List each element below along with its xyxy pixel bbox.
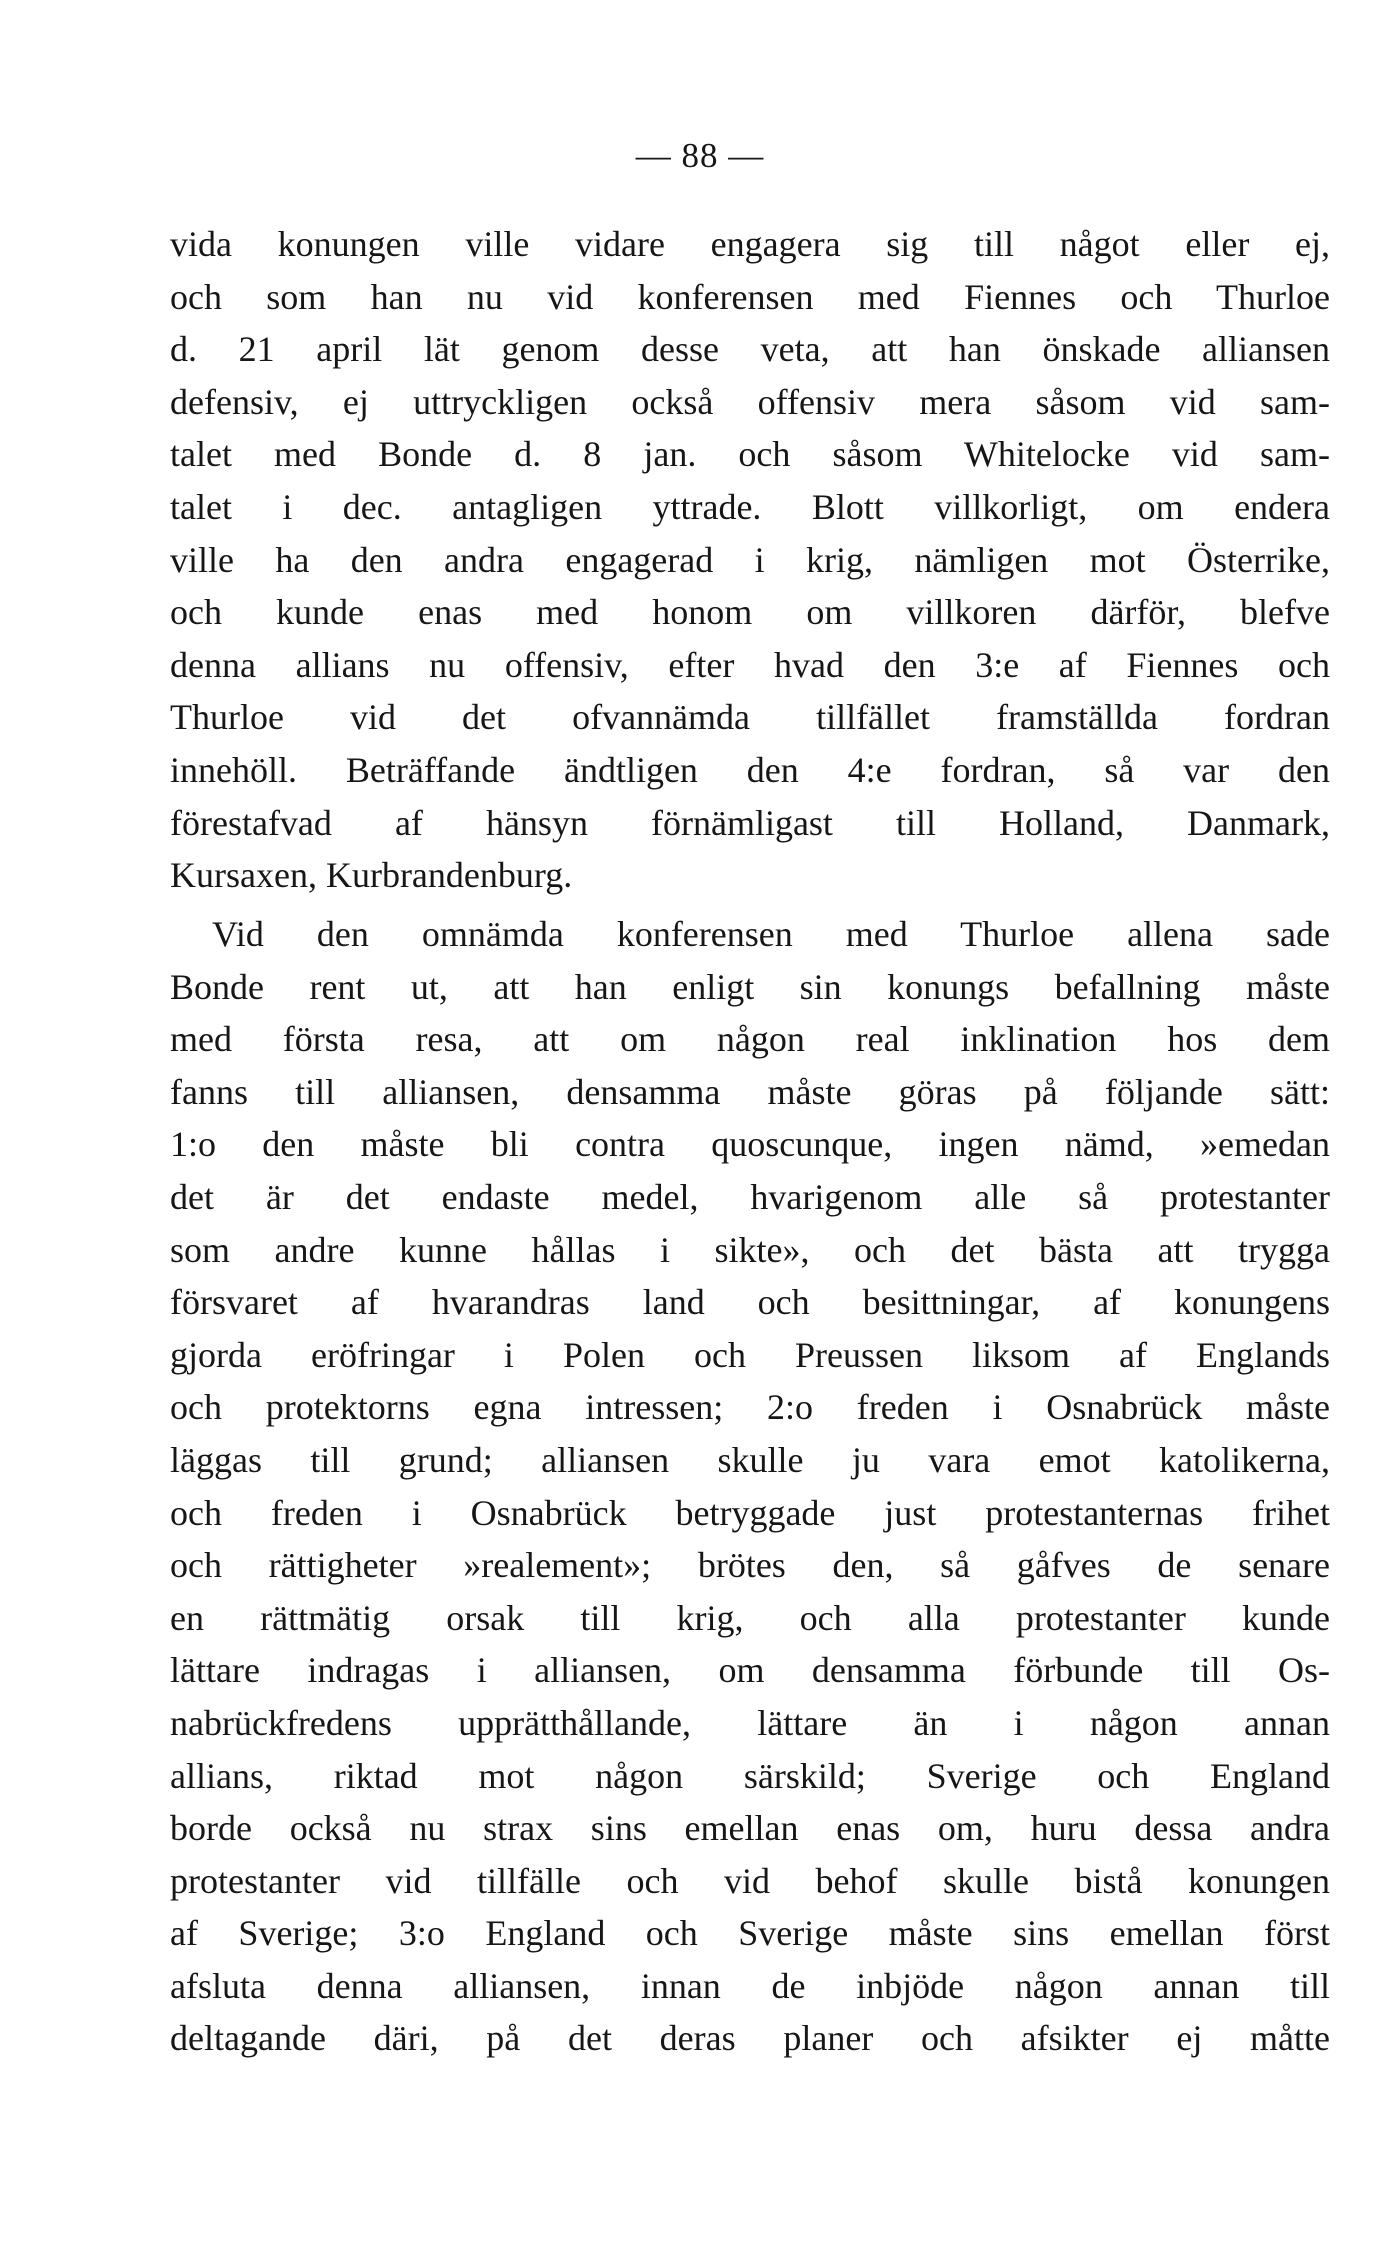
text-line: och som han nu vid konferensen med Fiennes och Thurloe (170, 276, 1330, 317)
text-line: och protektorns egna intressen; 2:o freden i Osnabrück måste (170, 1387, 1330, 1428)
text-line: lättare indragas i alliansen, om densamma förbunde till Os- (170, 1650, 1330, 1691)
text-line: 1:o den måste bli contra quoscunque, ingen nämd, »emedan (170, 1124, 1330, 1165)
paragraph-2 (170, 908, 1330, 2065)
text-line: Thurloe vid det ofvannämda tillfället framställda fordran (170, 697, 1330, 738)
text-line: en rättmätig orsak till krig, och alla protestanter kunde (170, 1597, 1330, 1638)
text-line: det är det endaste medel, hvarigenom alle så protestanter (170, 1176, 1330, 1217)
text-line: gjorda eröfringar i Polen och Preussen liksom af Englands (170, 1334, 1330, 1375)
text-line: och freden i Osnabrück betryggade just protestanternas frihet (170, 1492, 1330, 1533)
text-line: af Sverige; 3:o England och Sverige måste sins emellan först (170, 1913, 1330, 1954)
text-line: och kunde enas med honom om villkoren därför, blefve (170, 592, 1330, 633)
text-line: innehöll. Beträffande ändtligen den 4:e fordran, så var den (170, 749, 1330, 790)
text-line: ville ha den andra engagerad i krig, nämligen mot Österrike, (170, 539, 1330, 580)
text-line: Kursaxen, Kurbrandenburg. (170, 855, 573, 896)
text-line: defensiv, ej uttryckligen också offensiv mera såsom vid sam- (170, 381, 1330, 422)
text-line: protestanter vid tillfälle och vid behof skulle bistå konungen (170, 1860, 1330, 1901)
text-line: Bonde rent ut, att han enligt sin konungs befallning måste (170, 966, 1330, 1007)
text-line: Vid den omnämda konferensen med Thurloe allena sade (212, 914, 1330, 954)
paragraph-1 (170, 218, 1330, 902)
text-line: allians, riktad mot någon särskild; Sverige och England (170, 1755, 1330, 1796)
text-line: vida konungen ville vidare engagera sig till något eller ej, (170, 224, 1330, 264)
text-line: som andre kunne hållas i sikte», och det bästa att trygga (170, 1229, 1330, 1270)
text-line: d. 21 april lät genom desse veta, att han önskade alliansen (170, 329, 1330, 370)
text-line: talet med Bonde d. 8 jan. och såsom Whitelocke vid sam- (170, 434, 1330, 475)
text-line: förestafvad af hänsyn förnämligast till Holland, Danmark, (170, 802, 1330, 843)
text-line: deltagande däri, på det deras planer och afsikter ej måtte (170, 2018, 1330, 2059)
page-number: — 88 — (635, 136, 765, 175)
text-line: afsluta denna alliansen, innan de inbjöde någon annan till (170, 1965, 1330, 2006)
text-line: fanns till alliansen, densamma måste göras på följande sätt: (170, 1071, 1330, 1112)
text-line: och rättigheter »realement»; brötes den, så gåfves de senare (170, 1545, 1330, 1586)
text-line: borde också nu strax sins emellan enas om, huru dessa andra (170, 1808, 1330, 1849)
text-line: med första resa, att om någon real inklination hos dem (170, 1019, 1330, 1060)
text-line: talet i dec. antagligen yttrade. Blott villkorligt, om endera (170, 486, 1330, 527)
text-line: försvaret af hvarandras land och besittningar, af konungens (170, 1282, 1330, 1323)
text-line: denna allians nu offensiv, efter hvad den 3:e af Fiennes och (170, 644, 1330, 685)
text-line: läggas till grund; alliansen skulle ju vara emot katolikerna, (170, 1439, 1330, 1480)
text-line: nabrückfredens upprätthållande, lättare än i någon annan (170, 1702, 1330, 1743)
